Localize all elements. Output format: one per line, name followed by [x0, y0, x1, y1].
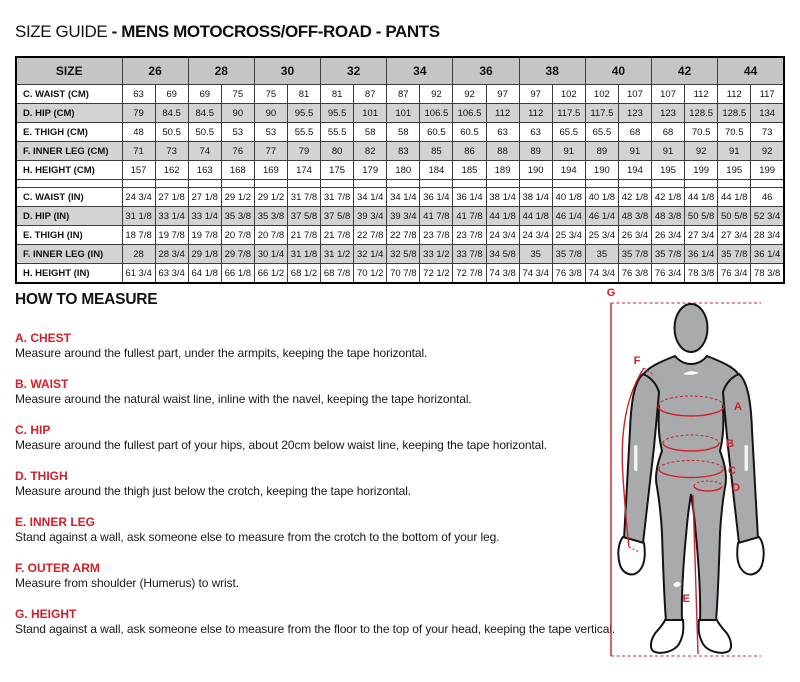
measurement-value-cell: 70 7/8	[387, 264, 420, 284]
left-glove	[618, 537, 644, 574]
measurement-value-cell: 91	[652, 142, 685, 161]
measurement-value-cell: 91	[618, 142, 651, 161]
measurement-value-cell: 87	[354, 85, 387, 104]
measurement-value-cell: 107	[652, 85, 685, 104]
measurement-value-cell: 168	[221, 161, 254, 180]
row-label-cell: C. WAIST (CM)	[16, 85, 122, 104]
measurement-value-cell: 35 3/8	[221, 207, 254, 226]
measurement-value-cell: 112	[685, 85, 718, 104]
row-label-cell: H. HEIGHT (IN)	[16, 264, 122, 284]
measurement-value-cell: 33 7/8	[453, 245, 486, 264]
right-boot	[699, 620, 731, 653]
measurement-value-cell: 117.5	[585, 104, 618, 123]
size-header-cell: 36	[453, 57, 519, 85]
measurement-value-cell: 53	[221, 123, 254, 142]
size-header-cell: 26	[122, 57, 188, 85]
measurement-value-cell: 106.5	[420, 104, 453, 123]
size-table-row	[16, 207, 784, 226]
measurement-value-cell: 41 7/8	[420, 207, 453, 226]
measurement-value-cell: 40 1/8	[585, 188, 618, 207]
measurement-value-cell: 76 3/8	[618, 264, 651, 284]
measurement-value-cell: 66 1/8	[221, 264, 254, 284]
measurement-value-cell: 112	[718, 85, 751, 104]
measurement-value-cell: 199	[751, 161, 784, 180]
measurement-value-cell: 88	[486, 142, 519, 161]
separator-cell	[585, 180, 618, 188]
measurement-value-cell: 123	[618, 104, 651, 123]
measurement-value-cell: 35	[585, 245, 618, 264]
measurement-value-cell: 190	[585, 161, 618, 180]
measurement-value-cell: 52 3/4	[751, 207, 784, 226]
measure-text-outer-arm: Measure from shoulder (Humerus) to wrist.	[15, 576, 239, 590]
right-forearm-logo	[745, 445, 749, 471]
measurement-value-cell: 76 3/8	[552, 264, 585, 284]
measurement-value-cell: 24 3/4	[519, 226, 552, 245]
measurement-value-cell: 41 7/8	[453, 207, 486, 226]
measurement-value-cell: 31 7/8	[287, 188, 320, 207]
measurement-value-cell: 184	[420, 161, 453, 180]
measurement-value-cell: 27 3/4	[685, 226, 718, 245]
measurement-value-cell: 33 1/2	[420, 245, 453, 264]
measurement-value-cell: 40 1/8	[552, 188, 585, 207]
separator-cell	[652, 180, 685, 188]
measurement-value-cell: 38 1/4	[486, 188, 519, 207]
measurement-value-cell: 195	[718, 161, 751, 180]
measurement-value-cell: 71	[122, 142, 155, 161]
measurement-value-cell: 23 7/8	[453, 226, 486, 245]
measurement-value-cell: 79	[287, 142, 320, 161]
measurement-value-cell: 72 7/8	[453, 264, 486, 284]
measurement-value-cell: 35 7/8	[618, 245, 651, 264]
measurement-value-cell: 53	[254, 123, 287, 142]
measurement-value-cell: 46 1/4	[552, 207, 585, 226]
measurement-value-cell: 66 1/2	[254, 264, 287, 284]
measurement-value-cell: 76	[221, 142, 254, 161]
measure-label-chest: A. CHEST	[15, 331, 72, 345]
measurement-value-cell: 89	[519, 142, 552, 161]
measurement-value-cell: 60.5	[453, 123, 486, 142]
measure-label-waist: B. WAIST	[15, 377, 69, 391]
measurement-value-cell: 50.5	[188, 123, 221, 142]
measure-section-waist	[15, 377, 615, 407]
measurement-value-cell: 89	[585, 142, 618, 161]
measurement-value-cell: 38 1/4	[519, 188, 552, 207]
body-diagram	[598, 285, 798, 677]
measure-text-thigh: Measure around the thigh just below the crotch, keeping the tape horizontal.	[15, 484, 411, 498]
measurement-value-cell: 36 1/4	[751, 245, 784, 264]
measurement-value-cell: 19 7/8	[155, 226, 188, 245]
measurement-value-cell: 91	[552, 142, 585, 161]
measurement-value-cell: 20 7/8	[221, 226, 254, 245]
measurement-value-cell: 39 3/4	[354, 207, 387, 226]
measurement-value-cell: 74 3/4	[585, 264, 618, 284]
measurement-value-cell: 92	[685, 142, 718, 161]
page-title-regular: SIZE GUIDE	[15, 22, 112, 41]
measurement-value-cell: 190	[519, 161, 552, 180]
how-to-measure-heading: HOW TO MEASURE	[15, 291, 158, 308]
measurement-value-cell: 70 1/2	[354, 264, 387, 284]
separator-cell	[751, 180, 784, 188]
measurement-value-cell: 50 5/8	[718, 207, 751, 226]
measurement-value-cell: 157	[122, 161, 155, 180]
size-table-row	[16, 161, 784, 180]
size-header-cell: 28	[188, 57, 254, 85]
measure-label-thigh: D. THIGH	[15, 469, 68, 483]
measurement-value-cell: 81	[287, 85, 320, 104]
left-boot	[651, 620, 683, 653]
measurement-value-cell: 18 7/8	[122, 226, 155, 245]
measurement-value-cell: 32 5/8	[387, 245, 420, 264]
measurement-value-cell: 36 1/4	[453, 188, 486, 207]
size-table-row	[16, 85, 784, 104]
row-label-cell: D. HIP (CM)	[16, 104, 122, 123]
measurement-value-cell: 48	[122, 123, 155, 142]
measurement-value-cell: 65.5	[585, 123, 618, 142]
size-header-cell: 30	[254, 57, 320, 85]
measurement-value-cell: 29 1/2	[221, 188, 254, 207]
measurement-value-cell: 44 1/8	[486, 207, 519, 226]
measurement-value-cell: 63 3/4	[155, 264, 188, 284]
figure-label-f: F	[633, 355, 641, 367]
measurement-value-cell: 29 1/2	[254, 188, 287, 207]
measurement-value-cell: 55.5	[287, 123, 320, 142]
measurement-value-cell: 102	[552, 85, 585, 104]
measurement-value-cell: 29 7/8	[221, 245, 254, 264]
measurement-value-cell: 35 7/8	[718, 245, 751, 264]
page-title-bold: - MENS MOTOCROSS/OFF-ROAD - PANTS	[111, 22, 440, 41]
measurement-value-cell: 20 7/8	[254, 226, 287, 245]
measurement-value-cell: 77	[254, 142, 287, 161]
separator-cell	[718, 180, 751, 188]
measure-label-outer-arm: F. OUTER ARM	[15, 561, 100, 575]
measurement-value-cell: 74 3/4	[519, 264, 552, 284]
size-table	[15, 56, 785, 284]
measurement-value-cell: 74 3/8	[486, 264, 519, 284]
measure-text-height: Stand against a wall, ask someone else to measure from the floor to the top of your head, keeping the tape vertical.	[15, 622, 616, 636]
separator-cell	[122, 180, 155, 188]
measurement-value-cell: 55.5	[321, 123, 354, 142]
measurement-value-cell: 72 1/2	[420, 264, 453, 284]
measurement-value-cell: 24 3/4	[122, 188, 155, 207]
measurement-value-cell: 73	[155, 142, 188, 161]
measure-section-thigh	[15, 469, 615, 499]
measurement-value-cell: 92	[751, 142, 784, 161]
size-table-row	[16, 245, 784, 264]
measurement-value-cell: 61 3/4	[122, 264, 155, 284]
separator-cell	[552, 180, 585, 188]
measurement-value-cell: 25 3/4	[552, 226, 585, 245]
measure-section-height	[15, 607, 615, 637]
measurement-value-cell: 50.5	[155, 123, 188, 142]
measurement-value-cell: 33 1/4	[188, 207, 221, 226]
measurement-value-cell: 63	[486, 123, 519, 142]
measurement-value-cell: 32 1/4	[354, 245, 387, 264]
separator-cell	[387, 180, 420, 188]
measurement-value-cell: 179	[354, 161, 387, 180]
measurement-value-cell: 80	[321, 142, 354, 161]
size-table-row	[16, 104, 784, 123]
measurement-value-cell: 26 3/4	[652, 226, 685, 245]
row-label-cell: H. HEIGHT (CM)	[16, 161, 122, 180]
figure-label-b: B	[726, 438, 734, 450]
measurement-value-cell: 35 7/8	[652, 245, 685, 264]
measurement-value-cell: 58	[387, 123, 420, 142]
measurement-value-cell: 117.5	[552, 104, 585, 123]
measurement-value-cell: 34 1/4	[387, 188, 420, 207]
measurement-value-cell: 117	[751, 85, 784, 104]
row-label-cell: E. THIGH (IN)	[16, 226, 122, 245]
measurement-value-cell: 68 7/8	[321, 264, 354, 284]
measurement-value-cell: 78 3/8	[685, 264, 718, 284]
measurement-value-cell: 42 1/8	[652, 188, 685, 207]
measurement-value-cell: 194	[618, 161, 651, 180]
measurement-value-cell: 19 7/8	[188, 226, 221, 245]
measurement-value-cell: 35 7/8	[552, 245, 585, 264]
measurement-value-cell: 34 1/4	[354, 188, 387, 207]
measurement-value-cell: 42 1/8	[618, 188, 651, 207]
measurement-value-cell: 97	[519, 85, 552, 104]
measurement-value-cell: 194	[552, 161, 585, 180]
measurement-value-cell: 90	[254, 104, 287, 123]
measurement-value-cell: 27 3/4	[718, 226, 751, 245]
measurement-value-cell: 48 3/8	[618, 207, 651, 226]
size-table-corner-cell: SIZE	[16, 57, 122, 85]
measurement-value-cell: 75	[221, 85, 254, 104]
measurement-value-cell: 128.5	[685, 104, 718, 123]
measurement-value-cell: 23 7/8	[420, 226, 453, 245]
measurement-value-cell: 24 3/4	[486, 226, 519, 245]
measurement-value-cell: 27 1/8	[188, 188, 221, 207]
size-header-cell: 38	[519, 57, 585, 85]
measurement-value-cell: 112	[519, 104, 552, 123]
measurement-value-cell: 74	[188, 142, 221, 161]
measurement-value-cell: 31 1/8	[287, 245, 320, 264]
measurement-value-cell: 92	[453, 85, 486, 104]
right-arm	[723, 374, 758, 543]
measurement-value-cell: 64 1/8	[188, 264, 221, 284]
measurement-value-cell: 46	[751, 188, 784, 207]
page-title	[15, 22, 440, 42]
measurement-value-cell: 92	[420, 85, 453, 104]
measurement-value-cell: 36 1/4	[420, 188, 453, 207]
measurement-value-cell: 85	[420, 142, 453, 161]
measurement-value-cell: 86	[453, 142, 486, 161]
measurement-value-cell: 84.5	[188, 104, 221, 123]
measurement-value-cell: 162	[155, 161, 188, 180]
measurement-value-cell: 180	[387, 161, 420, 180]
separator-cell	[453, 180, 486, 188]
measurement-value-cell: 25 3/4	[585, 226, 618, 245]
size-table-row	[16, 123, 784, 142]
size-table-row	[16, 264, 784, 284]
measurement-value-cell: 37 5/8	[321, 207, 354, 226]
measurement-value-cell: 169	[254, 161, 287, 180]
size-table-row	[16, 188, 784, 207]
size-header-cell: 34	[387, 57, 453, 85]
measurement-value-cell: 163	[188, 161, 221, 180]
size-header-cell: 44	[718, 57, 784, 85]
separator-cell	[155, 180, 188, 188]
measure-text-chest: Measure around the fullest part, under the armpits, keeping the tape horizontal.	[15, 346, 428, 360]
figure-label-d: D	[732, 482, 740, 494]
figure-label-c: C	[728, 465, 736, 477]
measurement-value-cell: 28	[122, 245, 155, 264]
row-label-cell: D. HIP (IN)	[16, 207, 122, 226]
size-table-row	[16, 142, 784, 161]
measurement-value-cell: 22 7/8	[387, 226, 420, 245]
measurement-value-cell: 35 3/8	[254, 207, 287, 226]
measurement-value-cell: 107	[618, 85, 651, 104]
measurement-value-cell: 44 1/8	[718, 188, 751, 207]
figure-label-g: G	[606, 287, 616, 299]
measurement-value-cell: 21 7/8	[287, 226, 320, 245]
measure-section-hip	[15, 423, 615, 453]
measurement-value-cell: 106.5	[453, 104, 486, 123]
measurement-value-cell: 76 3/4	[718, 264, 751, 284]
measurement-value-cell: 31 1/2	[321, 245, 354, 264]
measurement-value-cell: 195	[652, 161, 685, 180]
measurement-value-cell: 44 1/8	[519, 207, 552, 226]
separator-cell	[685, 180, 718, 188]
measurement-value-cell: 48 3/8	[652, 207, 685, 226]
measurement-value-cell: 102	[585, 85, 618, 104]
separator-cell	[287, 180, 320, 188]
measurement-value-cell: 31 1/8	[122, 207, 155, 226]
measurement-value-cell: 76 3/4	[652, 264, 685, 284]
measurement-value-cell: 101	[354, 104, 387, 123]
measurement-value-cell: 69	[155, 85, 188, 104]
measurement-value-cell: 78 3/8	[751, 264, 784, 284]
separator-cell	[420, 180, 453, 188]
how-to-measure-section	[15, 291, 615, 653]
measurement-value-cell: 63	[519, 123, 552, 142]
measurement-value-cell: 97	[486, 85, 519, 104]
measurement-value-cell: 50 5/8	[685, 207, 718, 226]
measure-text-waist: Measure around the natural waist line, inline with the navel, keeping the tape horizontal.	[15, 392, 472, 406]
measurement-value-cell: 90	[221, 104, 254, 123]
separator-cell	[254, 180, 287, 188]
separator-cell	[188, 180, 221, 188]
measurement-value-cell: 95.5	[287, 104, 320, 123]
measurement-value-cell: 68	[652, 123, 685, 142]
measure-text-inner-leg: Stand against a wall, ask someone else to measure from the crotch to the bottom of your leg.	[15, 530, 500, 544]
measurement-value-cell: 27 1/8	[155, 188, 188, 207]
measurement-value-cell: 91	[718, 142, 751, 161]
head-shape	[675, 304, 708, 352]
measurement-value-cell: 34 5/8	[486, 245, 519, 264]
measurement-value-cell: 82	[354, 142, 387, 161]
measurement-value-cell: 35	[519, 245, 552, 264]
separator-cell	[618, 180, 651, 188]
row-label-cell: C. WAIST (IN)	[16, 188, 122, 207]
measure-label-height: G. HEIGHT	[15, 607, 77, 621]
separator-cell	[354, 180, 387, 188]
measurement-value-cell: 39 3/4	[387, 207, 420, 226]
measurement-figure	[598, 285, 798, 677]
measurement-value-cell: 69	[188, 85, 221, 104]
measurement-value-cell: 199	[685, 161, 718, 180]
measurement-value-cell: 70.5	[718, 123, 751, 142]
measurement-value-cell: 81	[321, 85, 354, 104]
measure-text-hip: Measure around the fullest part of your hips, about 20cm below waist line, keeping the tape horizontal.	[15, 438, 548, 452]
measurement-value-cell: 174	[287, 161, 320, 180]
measurement-value-cell: 60.5	[420, 123, 453, 142]
row-label-cell: F. INNER LEG (CM)	[16, 142, 122, 161]
measurement-value-cell: 21 7/8	[321, 226, 354, 245]
separator-cell	[486, 180, 519, 188]
size-header-cell: 32	[321, 57, 387, 85]
measurement-value-cell: 46 1/4	[585, 207, 618, 226]
measurement-value-cell: 112	[486, 104, 519, 123]
measurement-value-cell: 65.5	[552, 123, 585, 142]
measurement-value-cell: 83	[387, 142, 420, 161]
size-header-cell: 42	[652, 57, 718, 85]
left-forearm-logo	[634, 445, 638, 471]
measurement-value-cell: 134	[751, 104, 784, 123]
measurement-value-cell: 28 3/4	[751, 226, 784, 245]
measurement-value-cell: 68 1/2	[287, 264, 320, 284]
measure-section-inner-leg	[15, 515, 615, 545]
measurement-value-cell: 31 7/8	[321, 188, 354, 207]
measurement-value-cell: 68	[618, 123, 651, 142]
measure-label-inner-leg: E. INNER LEG	[15, 515, 96, 529]
measurement-value-cell: 22 7/8	[354, 226, 387, 245]
measurement-value-cell: 70.5	[685, 123, 718, 142]
separator-cell	[321, 180, 354, 188]
measure-label-hip: C. HIP	[15, 423, 51, 437]
measurement-value-cell: 33 1/4	[155, 207, 188, 226]
measurement-value-cell: 175	[321, 161, 354, 180]
measurement-value-cell: 28 3/4	[155, 245, 188, 264]
measure-section-outer-arm	[15, 561, 615, 591]
measurement-value-cell: 185	[453, 161, 486, 180]
figure-label-a: A	[734, 401, 742, 413]
separator-cell	[16, 180, 122, 188]
measurement-value-cell: 73	[751, 123, 784, 142]
right-glove	[737, 537, 763, 574]
measurement-value-cell: 37 5/8	[287, 207, 320, 226]
measurement-value-cell: 58	[354, 123, 387, 142]
row-label-cell: F. INNER LEG (IN)	[16, 245, 122, 264]
measurement-value-cell: 26 3/4	[618, 226, 651, 245]
measurement-value-cell: 95.5	[321, 104, 354, 123]
size-table-row	[16, 226, 784, 245]
measurement-value-cell: 128.5	[718, 104, 751, 123]
figure-label-e: E	[682, 593, 690, 605]
measurement-value-cell: 63	[122, 85, 155, 104]
measurement-value-cell: 75	[254, 85, 287, 104]
measurement-value-cell: 84.5	[155, 104, 188, 123]
measurement-value-cell: 29 1/8	[188, 245, 221, 264]
row-label-cell: E. THIGH (CM)	[16, 123, 122, 142]
measure-section-chest	[15, 331, 615, 361]
measurement-value-cell: 101	[387, 104, 420, 123]
measurement-value-cell: 36 1/4	[685, 245, 718, 264]
measurement-value-cell: 123	[652, 104, 685, 123]
separator-cell	[519, 180, 552, 188]
size-table-header-row	[16, 57, 784, 85]
measurement-value-cell: 79	[122, 104, 155, 123]
measurement-value-cell: 189	[486, 161, 519, 180]
measurement-value-cell: 30 1/4	[254, 245, 287, 264]
separator-cell	[221, 180, 254, 188]
measurement-value-cell: 87	[387, 85, 420, 104]
measurement-value-cell: 44 1/8	[685, 188, 718, 207]
table-separator-row	[16, 180, 784, 188]
size-header-cell: 40	[585, 57, 651, 85]
